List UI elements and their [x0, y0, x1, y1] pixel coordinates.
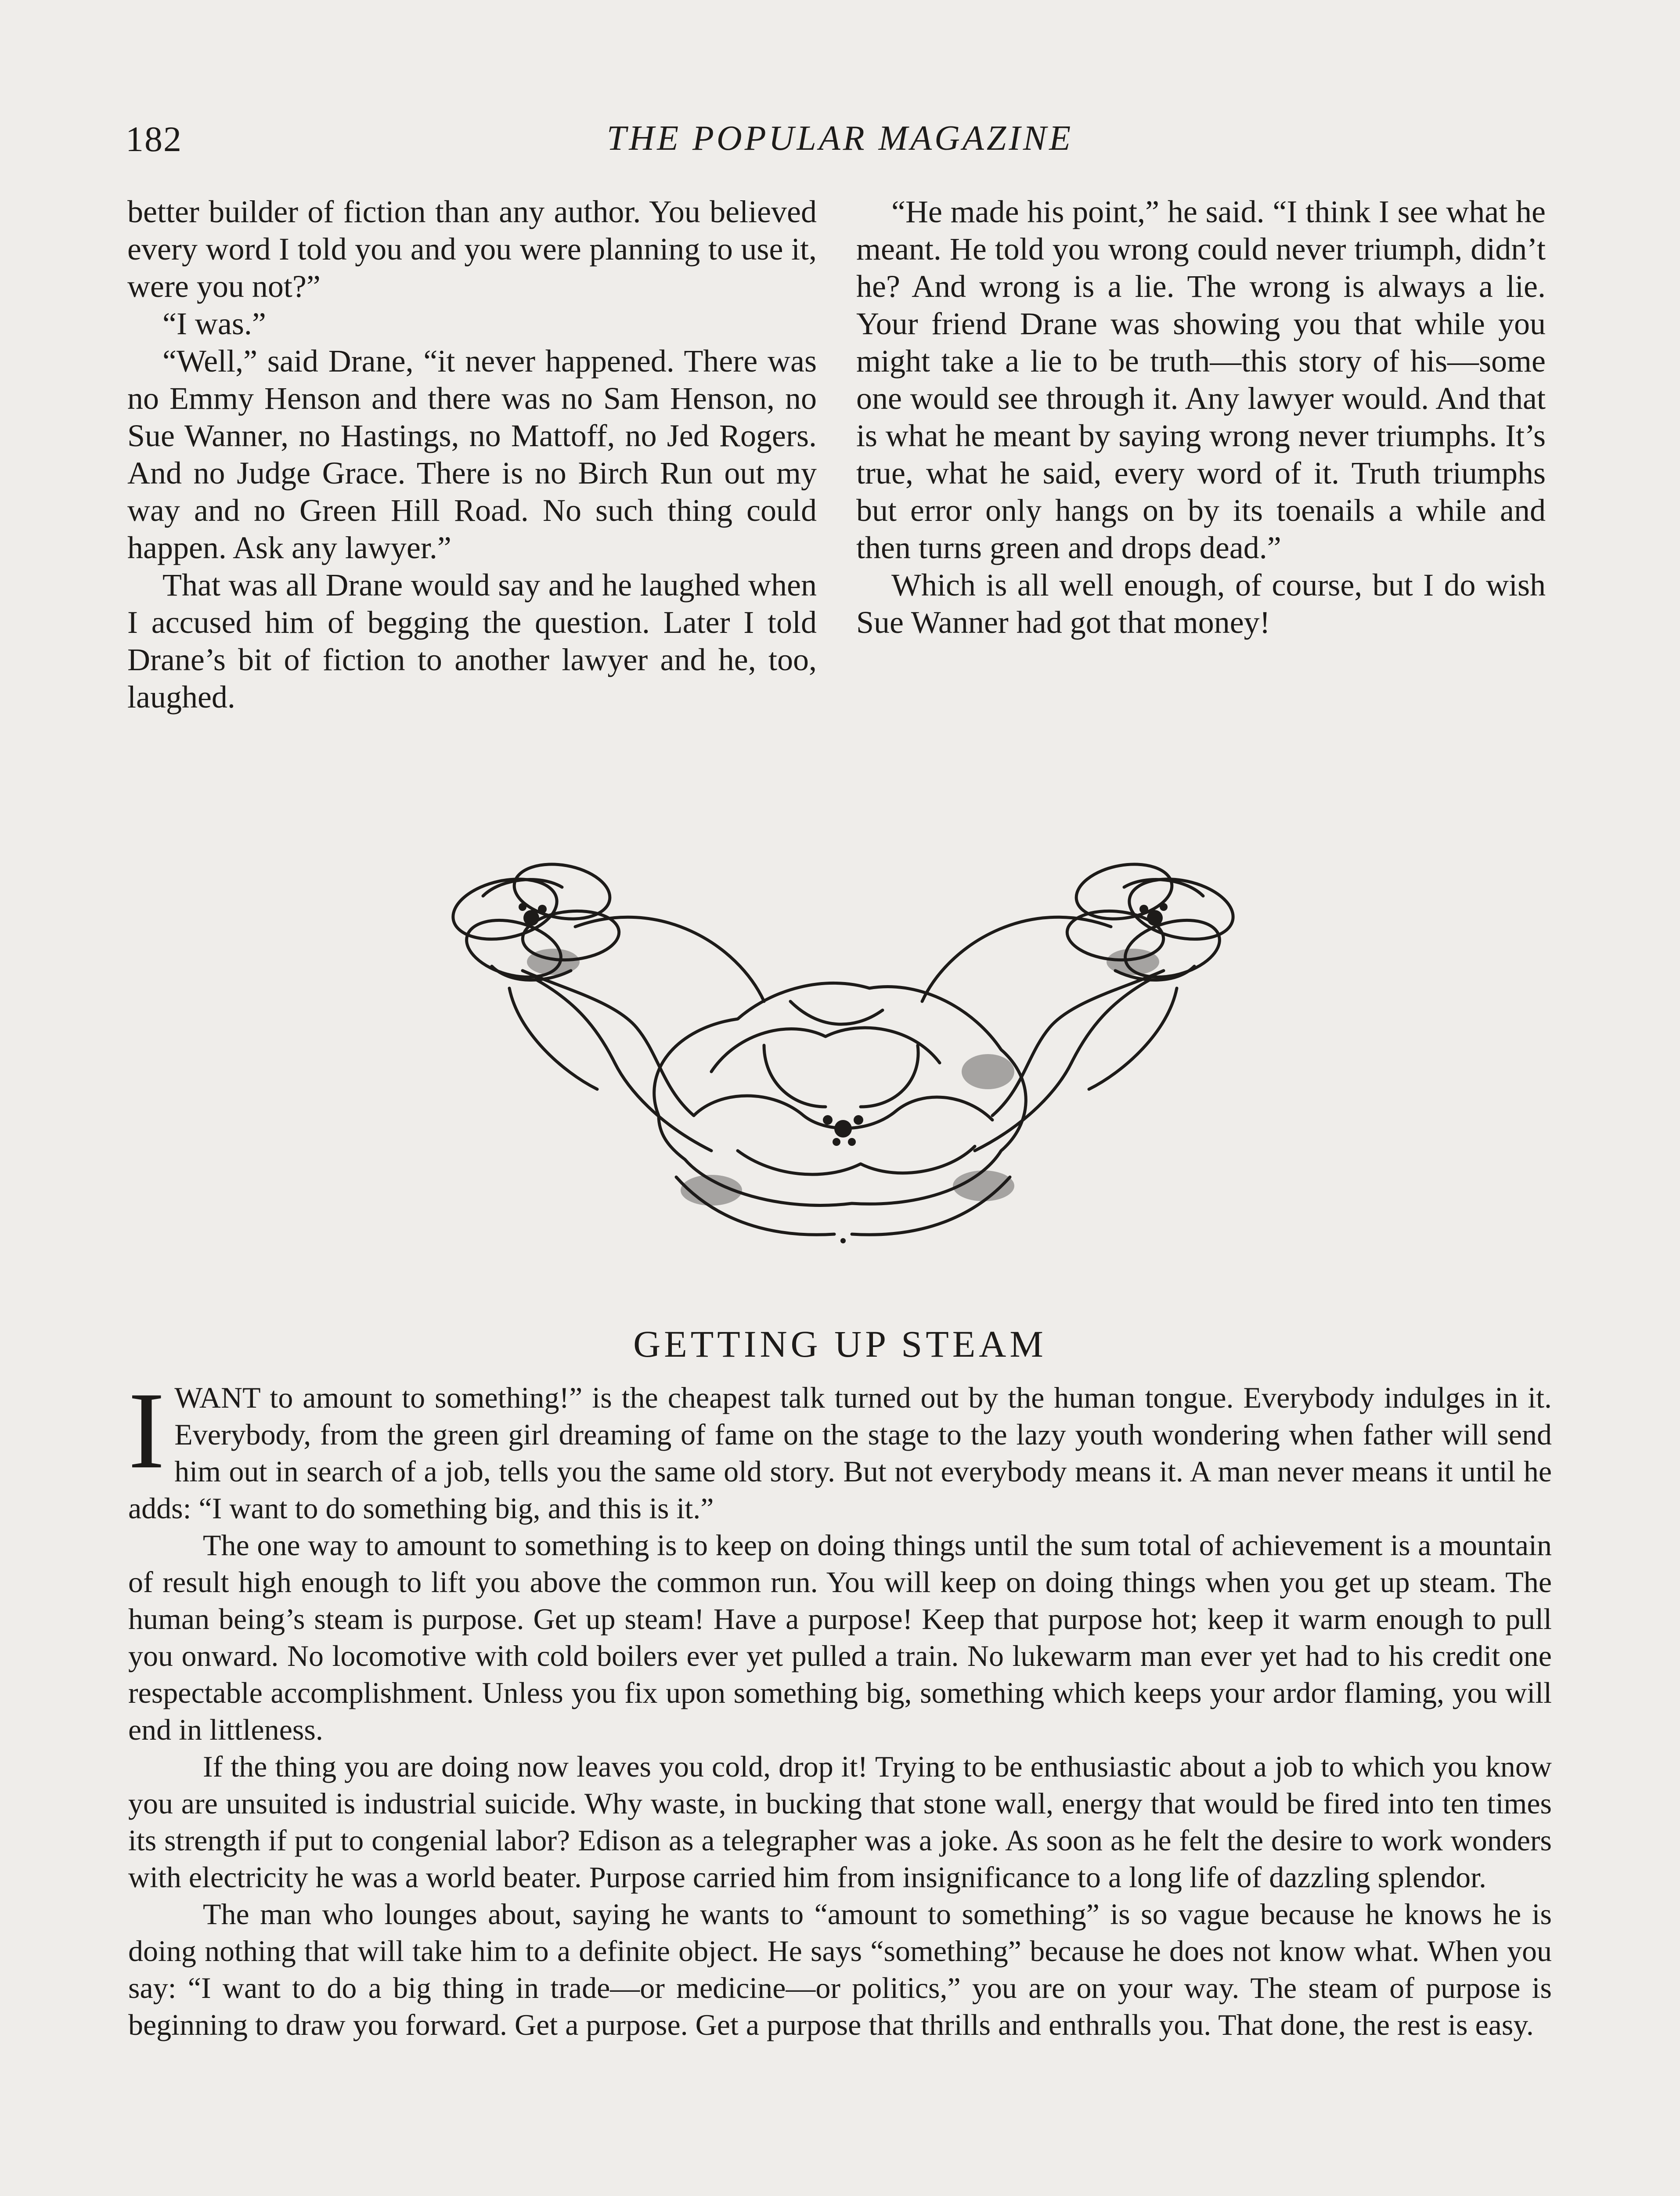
- floral-ornament-illustration: [430, 843, 1256, 1247]
- first-paragraph-text: WANT to amount to something!” is the cheapest talk turned out by the human tongue. Everybody indulges in it. Everybody, from the green girl dreaming of fame on the stage to the lazy youth wondering when father will send him out in search of a job, tells you the same old story. But not everybody means it. A man never means it until he adds: “I want to do something big, and this is it.”: [128, 1381, 1552, 1525]
- story-paragraph: “I was.”: [162, 306, 266, 341]
- story-paragraph: better builder of fiction than any author. You believed every word I told you and you were planning to use it, were you not?”: [127, 194, 817, 304]
- story-paragraph: That was all Drane would say and he laughed when I accused him of begging the question. Later I told Drane’s bit of fiction to another lawyer and he, too, laughed.: [127, 567, 817, 715]
- story-paragraph: Which is all well enough, of course, but I do wish Sue Wanner had got that money!: [856, 567, 1546, 640]
- story-paragraph: “He made his point,” he said. “I think I see what he meant. He told you wrong could never triumph, didn’t he? And wrong is a lie. The wrong is always a lie. Your friend Drane was showing you that while you might take a lie to be truth—this story of his—some one would see through it. Any lawyer would. And that is what he meant by saying wrong never triumphs. It’s true, what he said, every word of it. Truth triumphs but error only hangs on by its toenails a while and then turns green and drops dead.”: [856, 194, 1546, 565]
- page-number: 182: [126, 119, 182, 159]
- article-first-paragraph: [128, 1370, 1552, 1527]
- story-column-left: [127, 193, 817, 716]
- article-paragraph: The one way to amount to something is to keep on doing things until the sum total of achievement is a mountain of result high enough to lift you above the common run. You will keep on doing things when you get up steam. The human being’s steam is purpose. Get up steam! Have a purpose! Keep that purpose hot; keep it warm enough to pull you onward. No locomotive with cold boilers ever yet pulled a train. No lukewarm man ever yet had to his credit one respectable accomplishment. Unless you fix upon something big, something which keeps your ardor flaming, you will end in littleness.: [128, 1528, 1552, 1746]
- article-paragraph: If the thing you are doing now leaves you cold, drop it! Trying to be enthusiastic about a job to which you know you are unsuited is industrial suicide. Why waste, in bucking that stone wall, energy that would be fired into ten times its strength if put to congenial labor? Edison as a telegrapher was a joke. As soon as he felt the desire to work wonders with electricity he was a world beater. Purpose carried him from insignificance to a long life of dazzling splendor.: [128, 1750, 1552, 1894]
- article-paragraph: The man who lounges about, saying he wants to “amount to something” is so vague because he knows he is doing nothing that will take him to a definite object. He says “something” because he does not know what. When you say: “I want to do a big thing in trade—or medicine—or politics,” you are on your way. The steam of purpose is beginning to draw you forward. Get a purpose. Get a purpose that thrills and enthralls you. That done, the rest is easy.: [128, 1897, 1552, 2041]
- article-body: [128, 1370, 1552, 2043]
- article-title: GETTING UP STEAM: [633, 1323, 1047, 1365]
- story-column-right: [856, 193, 1546, 641]
- running-head: THE POPULAR MAGAZINE: [606, 119, 1074, 158]
- story-paragraph: “Well,” said Drane, “it never happened. There was no Emmy Henson and there was no Sam Henson, no Sue Wanner, no Hastings, no Mattoff, no Jed Rogers. And no Judge Grace. There is no Birch Run out my way and no Green Hill Road. No such thing could happen. Ask any lawyer.”: [127, 343, 817, 565]
- drop-cap: I: [128, 1370, 165, 1492]
